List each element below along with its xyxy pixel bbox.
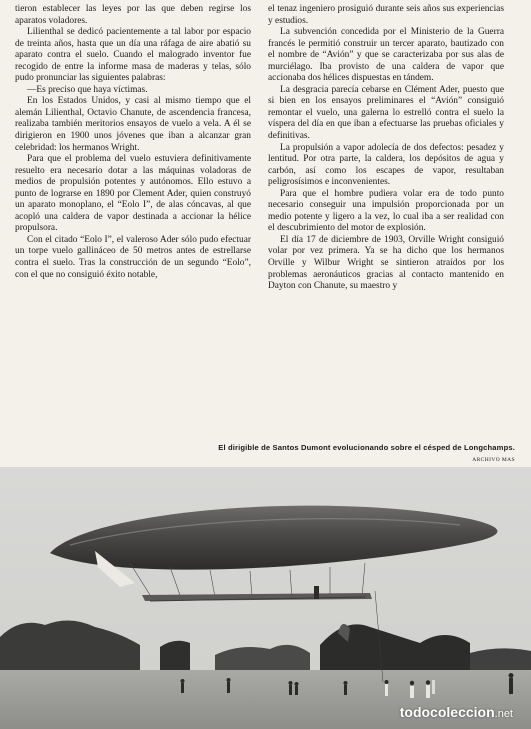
paragraph: Lilienthal se dedicó pacientemente a tal labor por espacio de treinta años, hasta que un día una ráfaga de aire abatió su aparato contra el suelo. Cuando el malogrado inventor fue recogido de entre la informe masa de maderas y telas, sólo pudo pronunciar las siguientes palabras: [15,27,251,84]
paragraph: En los Estados Unidos, y casi al mismo tiempo que el alemán Lilienthal, Octavio Chanute, de ascendencia francesa, realizaba también meritorios ensayos de vuelo a vela. A él se dirigieron en 1900 unos jóvenes que iban a alcanzar gran celebridad: los hermanos Wright. [15,96,251,153]
paragraph: La propulsión a vapor adolecía de dos defectos: pesadez y lentitud. Por otra parte, la caldera, los depósitos de agua y carbón, así como los escapes de vapor, resultaban peligrosísimos e inconvenientes. [268,142,504,188]
photo-credit: ARCHIVO MAS [472,457,515,463]
paragraph: La desgracia parecía cebarse en Clément Ader, puesto que si bien en los ensayos preliminares el “Avión” consiguió remontar el vuelo, una galerna lo estrelló contra el suelo la víspera del día en que iban a efectuarse las pruebas oficiales y definitivas. [268,84,504,142]
watermark-brand: todocoleccion [399,704,495,720]
watermark-logo [400,704,513,720]
paragraph: Con el citado “Eolo I”, el valeroso Ader sólo pudo efectuar un torpe vuelo gallináceo de 50 metros antes de estrellarse contra el suelo. Tras la construcción de un segundo “Eolo”, con el que no consiguió éxito notable, [15,234,251,280]
right-text-column [268,4,504,293]
photo-caption: El dirigible de Santos Dumont evolucionando sobre el césped de Longchamps. [218,443,515,452]
watermark-suffix: .net [494,708,513,720]
paragraph: el tenaz ingeniero prosiguió durante seis años sus experiencias y estudios. [268,4,504,26]
paragraph: tieron establecer las leyes por las que deben regirse los aparatos voladores. [15,4,251,26]
airship-photo [0,467,531,729]
left-text-column [15,4,251,281]
paragraph: Para que el problema del vuelo estuviera definitivamente resuelto era necesario dotar a las máquinas voladoras de medios de propulsión potentes y autónomos. Ello estuvo a punto de lograrse en 1890 por Clement Ader, quien construyó un aparato monoplano, el “Eolo I”, de alas cóncavas, al que acopló una caldera de vapor destinada a accionar la hélice propulsora. [15,154,251,234]
paragraph: La subvención concedida por el Ministerio de la Guerra francés le permitió construir un tercer aparato, bautizado con el nombre de “Avión” y que se caracterizaba por sus alas de murciélago. Iba provisto de una caldera de vapor que accionaba dos hélices dispuestas en tándem. [268,27,504,84]
paragraph: —Es preciso que haya víctimas. [27,84,148,95]
paragraph: El día 17 de diciembre de 1903, Orville Wright consiguió volar por vez primera. Ya se ha dicho que los hermanos Orville y Wilbur Wright se sintieron atraídos por los problemas aeronáuticos gracias al contacto mantenido en Dayton con Chanute, su maestro y [268,234,504,292]
paragraph: Para que el hombre pudiera volar era de todo punto necesario conseguir una impulsión proporcionada por un medio potente y ligero a la vez, lo cual iba a ser realidad con el descubrimiento del motor de explosión. [268,188,504,234]
lawn [0,670,531,729]
aeronaut [314,586,319,599]
